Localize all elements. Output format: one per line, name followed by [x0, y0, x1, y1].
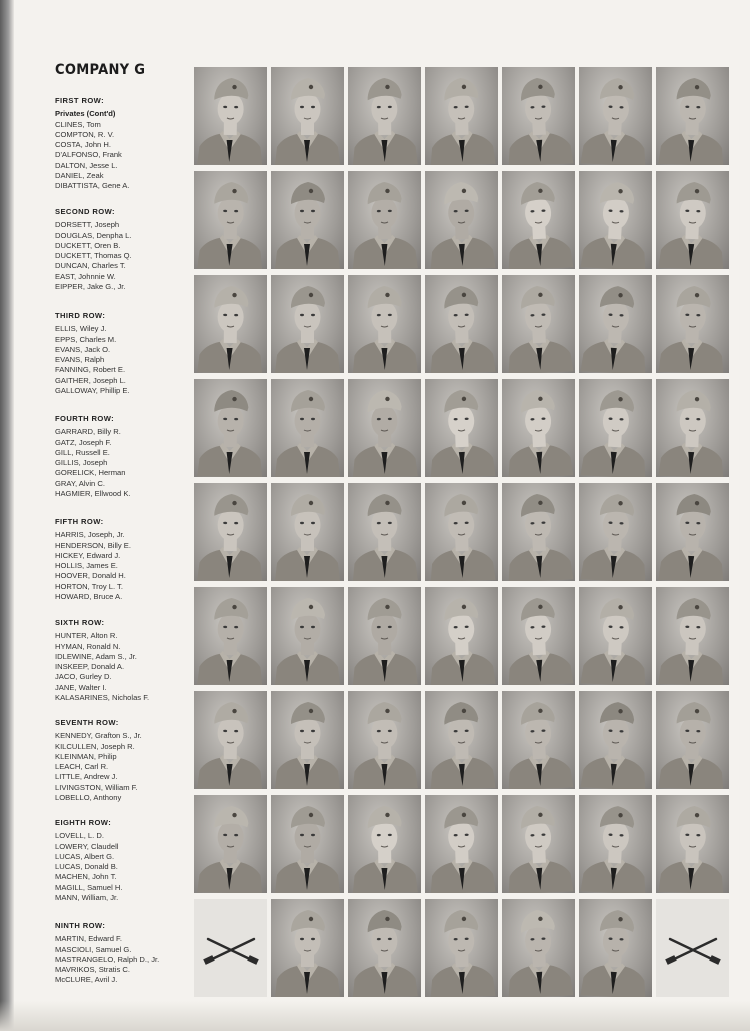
- portrait-photo: [425, 171, 498, 269]
- roster-name: DUCKETT, Thomas Q.: [55, 251, 132, 261]
- roster-name: KENNEDY, Grafton S., Jr.: [55, 731, 142, 741]
- roster-name: MAVRIKOS, Stratis C.: [55, 965, 130, 975]
- portrait-photo: [656, 379, 729, 477]
- row-heading: FOURTH ROW:: [55, 414, 115, 423]
- portrait-photo: [194, 171, 267, 269]
- portrait-photo: [579, 587, 652, 685]
- roster-name: FANNING, Robert E.: [55, 365, 126, 375]
- roster-name: DANIEL, Zeak: [55, 171, 104, 181]
- roster-name: JACO, Gurley D.: [55, 672, 112, 682]
- roster-name: IDLEWINE, Adam S., Jr.: [55, 651, 137, 661]
- portrait-photo: [271, 67, 344, 165]
- portrait-photo: [425, 899, 498, 997]
- roster-name: LOWERY, Claudell: [55, 841, 119, 851]
- roster-name: McCLURE, Avril J.: [55, 975, 118, 985]
- roster-name: GATZ, Joseph F.: [55, 437, 112, 447]
- portrait-photo: [502, 67, 575, 165]
- roster-name: GALLOWAY, Phillip E.: [55, 386, 130, 396]
- roster-name: KLEINMAN, Philip: [55, 751, 117, 761]
- portrait-photo: [425, 483, 498, 581]
- portrait-photo: [656, 587, 729, 685]
- roster-name: MACHEN, John T.: [55, 872, 117, 882]
- rank-label: Privates (Cont'd): [55, 109, 116, 119]
- portrait-photo: [271, 483, 344, 581]
- row-heading: FIFTH ROW:: [55, 517, 104, 526]
- roster-name: ELLIS, Wiley J.: [55, 324, 107, 334]
- crossed-rifles-icon: [656, 899, 729, 997]
- portrait-photo: [348, 483, 421, 581]
- roster-name: KILCULLEN, Joseph R.: [55, 741, 135, 751]
- roster-name: EPPS, Charles M.: [55, 334, 117, 344]
- portrait-photo: [425, 379, 498, 477]
- portrait-photo: [348, 171, 421, 269]
- portrait-photo: [656, 795, 729, 893]
- roster-name: LUCAS, Albert G.: [55, 851, 115, 861]
- row-roster-9: [55, 921, 185, 986]
- portrait-photo: [194, 275, 267, 373]
- page-bottom-shadow: [0, 1001, 750, 1031]
- portrait-photo: [502, 795, 575, 893]
- portrait-photo: [502, 171, 575, 269]
- roster-name: JANE, Walter I.: [55, 682, 107, 692]
- row-heading: THIRD ROW:: [55, 311, 106, 320]
- row-roster-6: [55, 618, 185, 703]
- portrait-photo: [425, 67, 498, 165]
- roster-name: EIPPER, Jake G., Jr.: [55, 282, 126, 292]
- row-roster-2: [55, 207, 185, 292]
- portrait-photo: [502, 587, 575, 685]
- roster-name: HOWARD, Bruce A.: [55, 592, 123, 602]
- portrait-photo: [348, 899, 421, 997]
- portrait-photo: [348, 275, 421, 373]
- portrait-photo: [271, 899, 344, 997]
- portrait-photo: [271, 275, 344, 373]
- roster-name: HICKEY, Edward J.: [55, 550, 121, 560]
- portrait-photo: [502, 483, 575, 581]
- roster-name: LEACH, Carl R.: [55, 762, 109, 772]
- portrait-photo: [579, 171, 652, 269]
- page-title: COMPANY G: [55, 62, 146, 78]
- row-heading: NINTH ROW:: [55, 921, 106, 930]
- roster-name: HARRIS, Joseph, Jr.: [55, 530, 125, 540]
- portrait-photo: [425, 795, 498, 893]
- row-roster-8: [55, 818, 185, 903]
- roster-name: HAGMIER, Ellwood K.: [55, 489, 131, 499]
- roster-name: HUNTER, Alton R.: [55, 631, 118, 641]
- portrait-photo: [194, 483, 267, 581]
- roster-name: HOLLIS, James E.: [55, 561, 118, 571]
- roster-name: GRAY, Alvin C.: [55, 478, 105, 488]
- portrait-photo: [194, 379, 267, 477]
- roster-name: DOUGLAS, Denpha L.: [55, 230, 132, 240]
- portrait-photo: [194, 587, 267, 685]
- roster-name: HENDERSON, Billy E.: [55, 540, 131, 550]
- portrait-photo: [579, 691, 652, 789]
- row-heading: EIGHTH ROW:: [55, 818, 112, 827]
- roster-name: COMPTON, R. V.: [55, 129, 115, 139]
- portrait-photo: [579, 379, 652, 477]
- portrait-photo: [271, 691, 344, 789]
- portrait-photo: [348, 587, 421, 685]
- crossed-rifles-icon: [194, 899, 267, 997]
- portrait-photo: [579, 275, 652, 373]
- roster-name: LOBELLO, Anthony: [55, 793, 122, 803]
- portrait-photo: [194, 691, 267, 789]
- roster-name: HORTON, Troy L. T.: [55, 581, 123, 591]
- portrait-photo: [271, 587, 344, 685]
- row-heading: SEVENTH ROW:: [55, 718, 119, 727]
- roster-name: GORELICK, Herman: [55, 468, 126, 478]
- roster-name: EAST, Johnnie W.: [55, 271, 116, 281]
- row-heading: FIRST ROW:: [55, 96, 104, 105]
- portrait-photo: [656, 171, 729, 269]
- portrait-photo: [502, 899, 575, 997]
- roster-name: GILL, Russell E.: [55, 447, 110, 457]
- row-roster-3: [55, 311, 185, 396]
- roster-name: CLINES, Tom: [55, 119, 101, 129]
- roster-name: LITTLE, Andrew J.: [55, 772, 118, 782]
- page-binding-edge: [0, 0, 14, 1031]
- portrait-photo: [194, 67, 267, 165]
- portrait-photo: [579, 899, 652, 997]
- roster-name: D'ALFONSO, Frank: [55, 150, 122, 160]
- roster-name: HYMAN, Ronald N.: [55, 641, 121, 651]
- photo-grid: [194, 67, 729, 997]
- portrait-photo: [271, 379, 344, 477]
- portrait-photo: [348, 379, 421, 477]
- roster-name: GILLIS, Joseph: [55, 458, 108, 468]
- roster-name: INSKEEP, Donald A.: [55, 662, 125, 672]
- portrait-photo: [656, 67, 729, 165]
- portrait-photo: [579, 795, 652, 893]
- roster-name: KALASARINES, Nicholas F.: [55, 693, 150, 703]
- portrait-photo: [425, 587, 498, 685]
- roster-name: MASTRANGELO, Ralph D., Jr.: [55, 954, 160, 964]
- roster-name: DALTON, Jesse L.: [55, 160, 118, 170]
- row-roster-1: [55, 96, 185, 192]
- roster-name: DORSETT, Joseph: [55, 220, 120, 230]
- portrait-photo: [271, 171, 344, 269]
- roster-name: DUCKETT, Oren B.: [55, 240, 121, 250]
- portrait-photo: [348, 795, 421, 893]
- roster-name: MANN, William, Jr.: [55, 893, 119, 903]
- portrait-photo: [348, 691, 421, 789]
- row-roster-4: [55, 414, 185, 499]
- portrait-photo: [502, 379, 575, 477]
- portrait-photo: [425, 275, 498, 373]
- portrait-photo: [656, 275, 729, 373]
- portrait-photo: [656, 691, 729, 789]
- portrait-photo: [194, 795, 267, 893]
- row-roster-5: [55, 517, 185, 602]
- roster-name: DIBATTISTA, Gene A.: [55, 181, 130, 191]
- roster-name: LIVINGSTON, William F.: [55, 782, 138, 792]
- roster-name: LOVELL, L. D.: [55, 831, 104, 841]
- roster-name: COSTA, John H.: [55, 140, 111, 150]
- portrait-photo: [656, 483, 729, 581]
- portrait-photo: [348, 67, 421, 165]
- roster-name: GAITHER, Joseph L.: [55, 375, 126, 385]
- roster-name: LUCAS, Donald B.: [55, 862, 118, 872]
- row-heading: SECOND ROW:: [55, 207, 115, 216]
- roster-name: MARTIN, Edward F.: [55, 934, 122, 944]
- roster-name: MASCIOLI, Samuel G.: [55, 944, 132, 954]
- roster-name: HOOVER, Donald H.: [55, 571, 126, 581]
- portrait-photo: [502, 275, 575, 373]
- portrait-photo: [425, 691, 498, 789]
- roster-name: EVANS, Jack O.: [55, 344, 111, 354]
- portrait-photo: [579, 67, 652, 165]
- row-roster-7: [55, 718, 185, 803]
- portrait-photo: [271, 795, 344, 893]
- roster-name: DUNCAN, Charles T.: [55, 261, 126, 271]
- row-heading: SIXTH ROW:: [55, 618, 105, 627]
- portrait-photo: [502, 691, 575, 789]
- portrait-photo: [579, 483, 652, 581]
- roster-name: GARRARD, Billy R.: [55, 427, 121, 437]
- roster-name: MAGILL, Samuel H.: [55, 882, 123, 892]
- roster-name: EVANS, Ralph: [55, 355, 105, 365]
